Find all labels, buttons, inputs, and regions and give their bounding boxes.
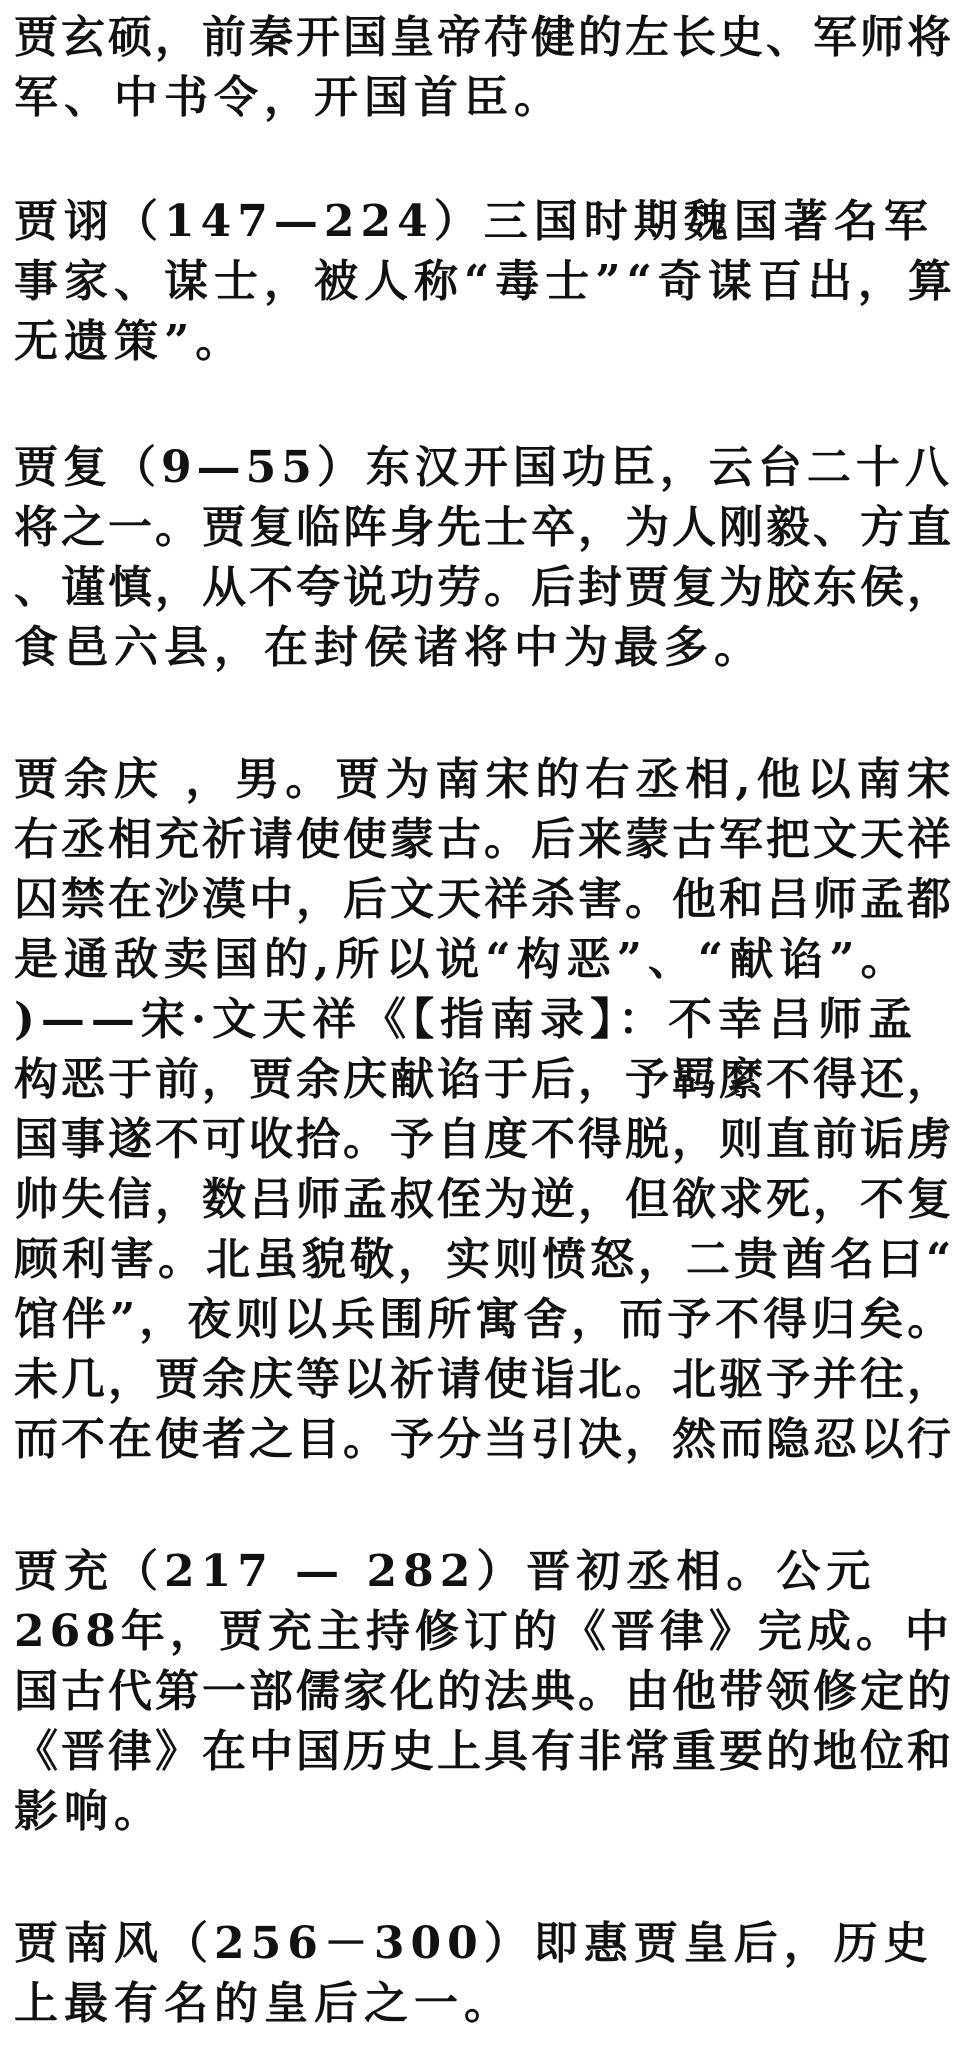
text-line: 军、中书令，开国首臣。	[14, 72, 564, 123]
text-line: 贾玄硕，前秦开国皇帝苻健的左长史、军师将	[14, 12, 954, 63]
text-line: 顾利害。北虽貌敬，实则愤怒，二贵酋名曰“	[14, 1234, 956, 1285]
text-line: 国事遂不可收拾。予自度不得脱，则直前诟虏	[14, 1114, 954, 1165]
text-line: 囚禁在沙漠中，后文天祥杀害。他和吕师孟都	[14, 874, 954, 925]
text-line: 影响。	[14, 1786, 164, 1837]
text-line: 贾诩（147—224）三国时期魏国著名军	[14, 196, 934, 247]
text-line: 是通敌卖国的,所以说“构恶”、“献谄”。	[14, 934, 911, 985]
text-line: 右丞相充祈请使使蒙古。后来蒙古军把文天祥	[14, 814, 954, 865]
text-line: 事家、谋士，被人称“毒士”“奇谋百出，算	[14, 256, 958, 307]
text-line: 贾充（217 — 282）晋初丞相。公元	[14, 1546, 877, 1597]
text-line: 构恶于前，贾余庆献谄于后，予羁縻不得还，	[14, 1054, 954, 1105]
text-line: 馆伴”，夜则以兵围所寓舍，而予不得归矣。	[14, 1294, 956, 1345]
text-line: 食邑六县，在封侯诸将中为最多。	[14, 622, 764, 673]
text-line: 、谨慎，从不夸说功劳。后封贾复为胶东侯，	[14, 562, 954, 613]
text-line: 贾南风（256－300）即惠贾皇后，历史	[14, 1918, 934, 1969]
text-line: 将之一。贾复临阵身先士卒，为人刚毅、方直	[14, 502, 954, 553]
text-line: )——宋·文天祥《【指南录】：不幸吕师孟	[14, 994, 919, 1045]
text-line: 未几，贾余庆等以祈请使诣北。北驱予并往，	[14, 1354, 954, 1405]
text-line: 而不在使者之目。予分当引决，然而隐忍以行	[14, 1414, 954, 1465]
text-line: 贾余庆 ，男。贾为南宋的右丞相,他以南宋	[14, 754, 957, 805]
text-line: 《晋律》在中国历史上具有非常重要的地位和	[14, 1726, 954, 1777]
text-line: 无遗策”。	[14, 316, 246, 367]
text-line: 268年，贾充主持修订的《晋律》完成。中	[14, 1606, 954, 1657]
text-line: 上最有名的皇后之一。	[14, 1978, 514, 2029]
text-line: 国古代第一部儒家化的法典。由他带领修定的	[14, 1666, 954, 1717]
text-line: 贾复（9—55）东汉开国功臣，云台二十八	[14, 442, 954, 493]
text-line: 帅失信，数吕师孟叔侄为逆，但欲求死，不复	[14, 1174, 954, 1225]
